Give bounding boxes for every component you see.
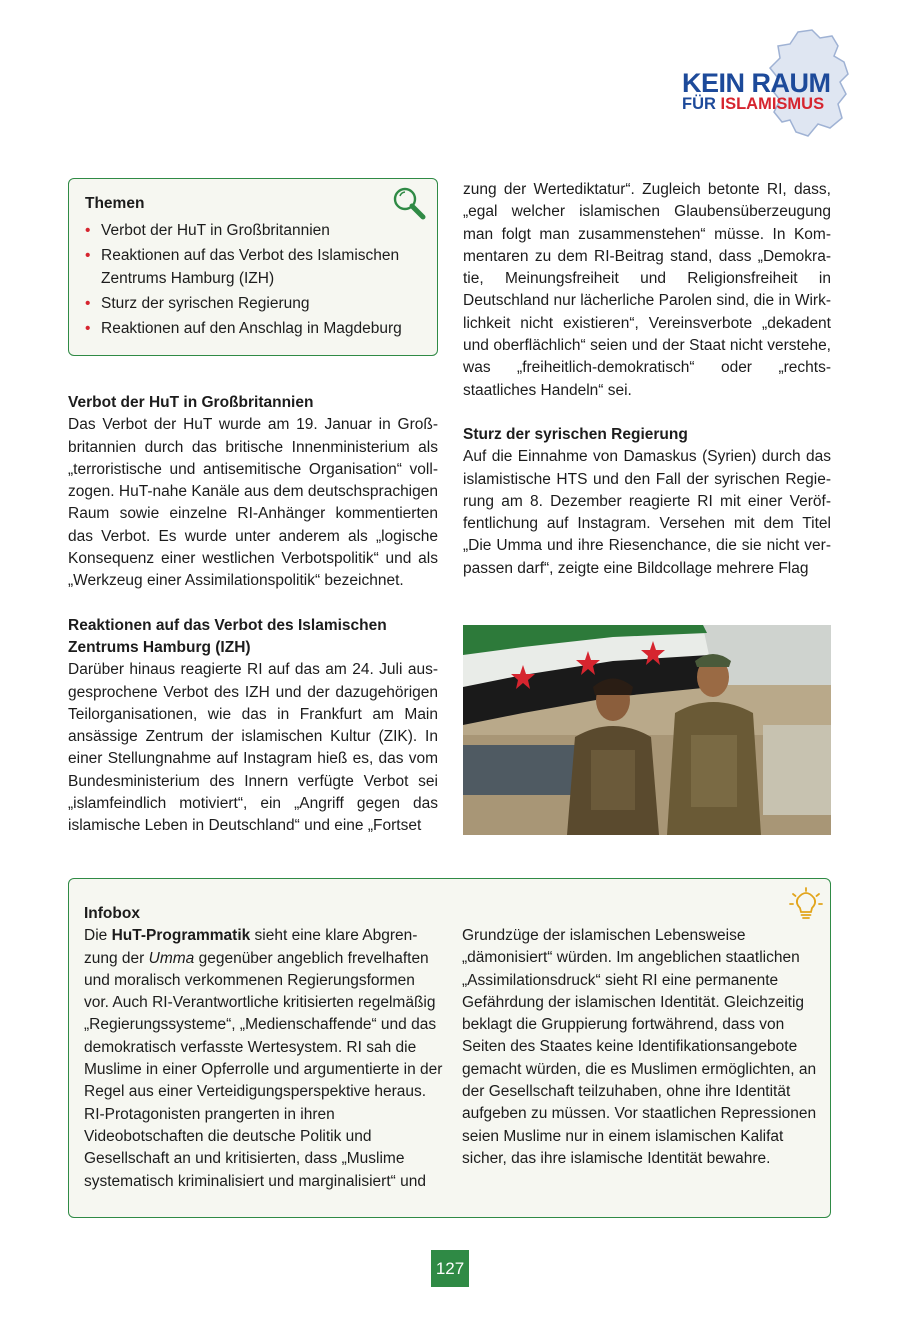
news-photo bbox=[463, 625, 831, 835]
paragraph: Auf die Einnahme von Damaskus (Syrien) durch das islamistische HTS und den Fall der syrischen Regierung am 8. Dezember reagierte RI mit einer Veröffentlichung auf Instagram. Versehen mit dem Titel „Die Umma und ihre Riesenchance, die sie nicht verpassen darf“, zeigte eine Bildcollage mehrere Flag bbox=[463, 448, 831, 577]
bold-term: HuT-Programmatik bbox=[111, 927, 251, 945]
infobox-title: Infobox bbox=[84, 905, 140, 922]
section-heading: Sturz der syrischen Regierung bbox=[463, 425, 688, 443]
logo-title: KEIN RAUM bbox=[682, 68, 831, 98]
section-heading: Reaktionen auf das Verbot des Islamischen Zentrums Hamburg (IZH) bbox=[68, 616, 387, 656]
italic-term: Umma bbox=[148, 949, 195, 967]
logo-subtitle: FÜR ISLAMISMUS bbox=[682, 95, 825, 113]
infobox-right-column bbox=[462, 925, 817, 1170]
themen-list bbox=[85, 219, 420, 342]
list-item: • Reaktionen auf das Verbot des Islamischen Zentrums Hamburg (IZH) bbox=[85, 244, 420, 290]
list-item: • Verbot der HuT in Großbritannien bbox=[85, 219, 420, 242]
text-column-right bbox=[463, 179, 831, 580]
themen-title: Themen bbox=[85, 195, 145, 212]
list-item: • Sturz der syrischen Regierung bbox=[85, 292, 420, 315]
infobox-left-column bbox=[84, 903, 444, 1193]
themen-box bbox=[68, 178, 438, 356]
logo bbox=[670, 28, 870, 143]
lightbulb-icon bbox=[789, 887, 823, 926]
paragraph: zung der Wertediktatur“. Zugleich betonte RI, dass, „egal welcher islamischen Glaubensüberzeugung man folgt man zusammenstehen“ müsse. In Kommentaren zu dem RI-Beitrag stand, dass „Demokratie, Meinungsfreiheit und Religionsfreiheit in Deutschland nur lächerliche Parolen sind, die in Wirklichkeit nicht existieren“, Vereinsverbote „dekadent und oberflächlich“ seien und der Staat nicht verstehe, was „freiheitlich-demokratisch“ oder „rechtsstaatliches Handeln“ sei. bbox=[463, 181, 831, 399]
section-heading: Verbot der HuT in Großbritannien bbox=[68, 394, 314, 411]
paragraph: Darüber hinaus reagierte RI auf das am 24. Juli ausgesprochene Verbot des IZH und der dazugehörigen Teilorganisationen, wie das in Frankfurt am Main ansässige Zentrum der islamischen Kultur (ZIK). In einer Stellungnahme auf Instagram hieß es, das vom Bundesministerium des Innern verfügte Verbot sei „islamfeindlich motiviert“, ein „Angriff gegen das islamische Leben in Deutschland“ und eine „Fortset bbox=[68, 661, 438, 835]
paragraph: Das Verbot der HuT wurde am 19. Januar in Großbritannien durch das britische Innenministerium als „terroristische und antisemitische Organisation“ vollzogen. HuT-nahe Kanäle aus dem deutschsprachigen Raum sowie einzelne RI-Anhänger kommentierten das Verbot. Es wurde unter anderem als „logische Konsequenz einer westlichen Verbotspolitik“ und als „Werkzeug einer Assimilationspolitik“ bezeichnet. bbox=[68, 416, 438, 590]
paragraph: Grundzüge der islamischen Lebensweise „dämonisiert“ würden. Im angeblichen staatlichen „Assimilationsdruck“ sieht RI eine permanente Gefährdung der islamischen Identität. Gleichzeitig beklagt die Gruppierung fortwährend, dass von Seiten des Staates keine Identifikationsangebote gemacht würden, die es Muslimen ermöglichten, an der Gesellschaft teilzuhaben, ohne ihre Identität aufgeben zu müssen. Vor staatlichen Repressionen seien Muslime nur in einem islamischen Kalifat sicher, das ihre islamische Identität bewahre. bbox=[462, 927, 817, 1167]
list-item: • Reaktionen auf den Anschlag in Magdeburg bbox=[85, 317, 420, 340]
paragraph: Die HuT-Programmatik sieht eine klare Abgrenzung der Umma gegenüber angeblich frevelhaften und moralisch verkommenen Regierungsformen vor. Auch RI-Verantwortliche kritisierten regelmäßig „Regierungssysteme“, „Medienschaffende“ und das demokratisch verfasste Wertesystem. RI sah die Muslime in einer Opferrolle und argumentierte in der Regel aus einer Verteidigungsperspektive heraus. RI-Protagonisten prangerten in ihren Videobotschaften die deutsche Politik und Gesellschaft an und kritisierten, dass „Muslime systematisch kriminalisiert und marginalisiert“ und bbox=[84, 927, 443, 1190]
page-number: 127 bbox=[431, 1250, 469, 1287]
text-column-left bbox=[68, 392, 438, 838]
infobox bbox=[68, 878, 831, 1218]
